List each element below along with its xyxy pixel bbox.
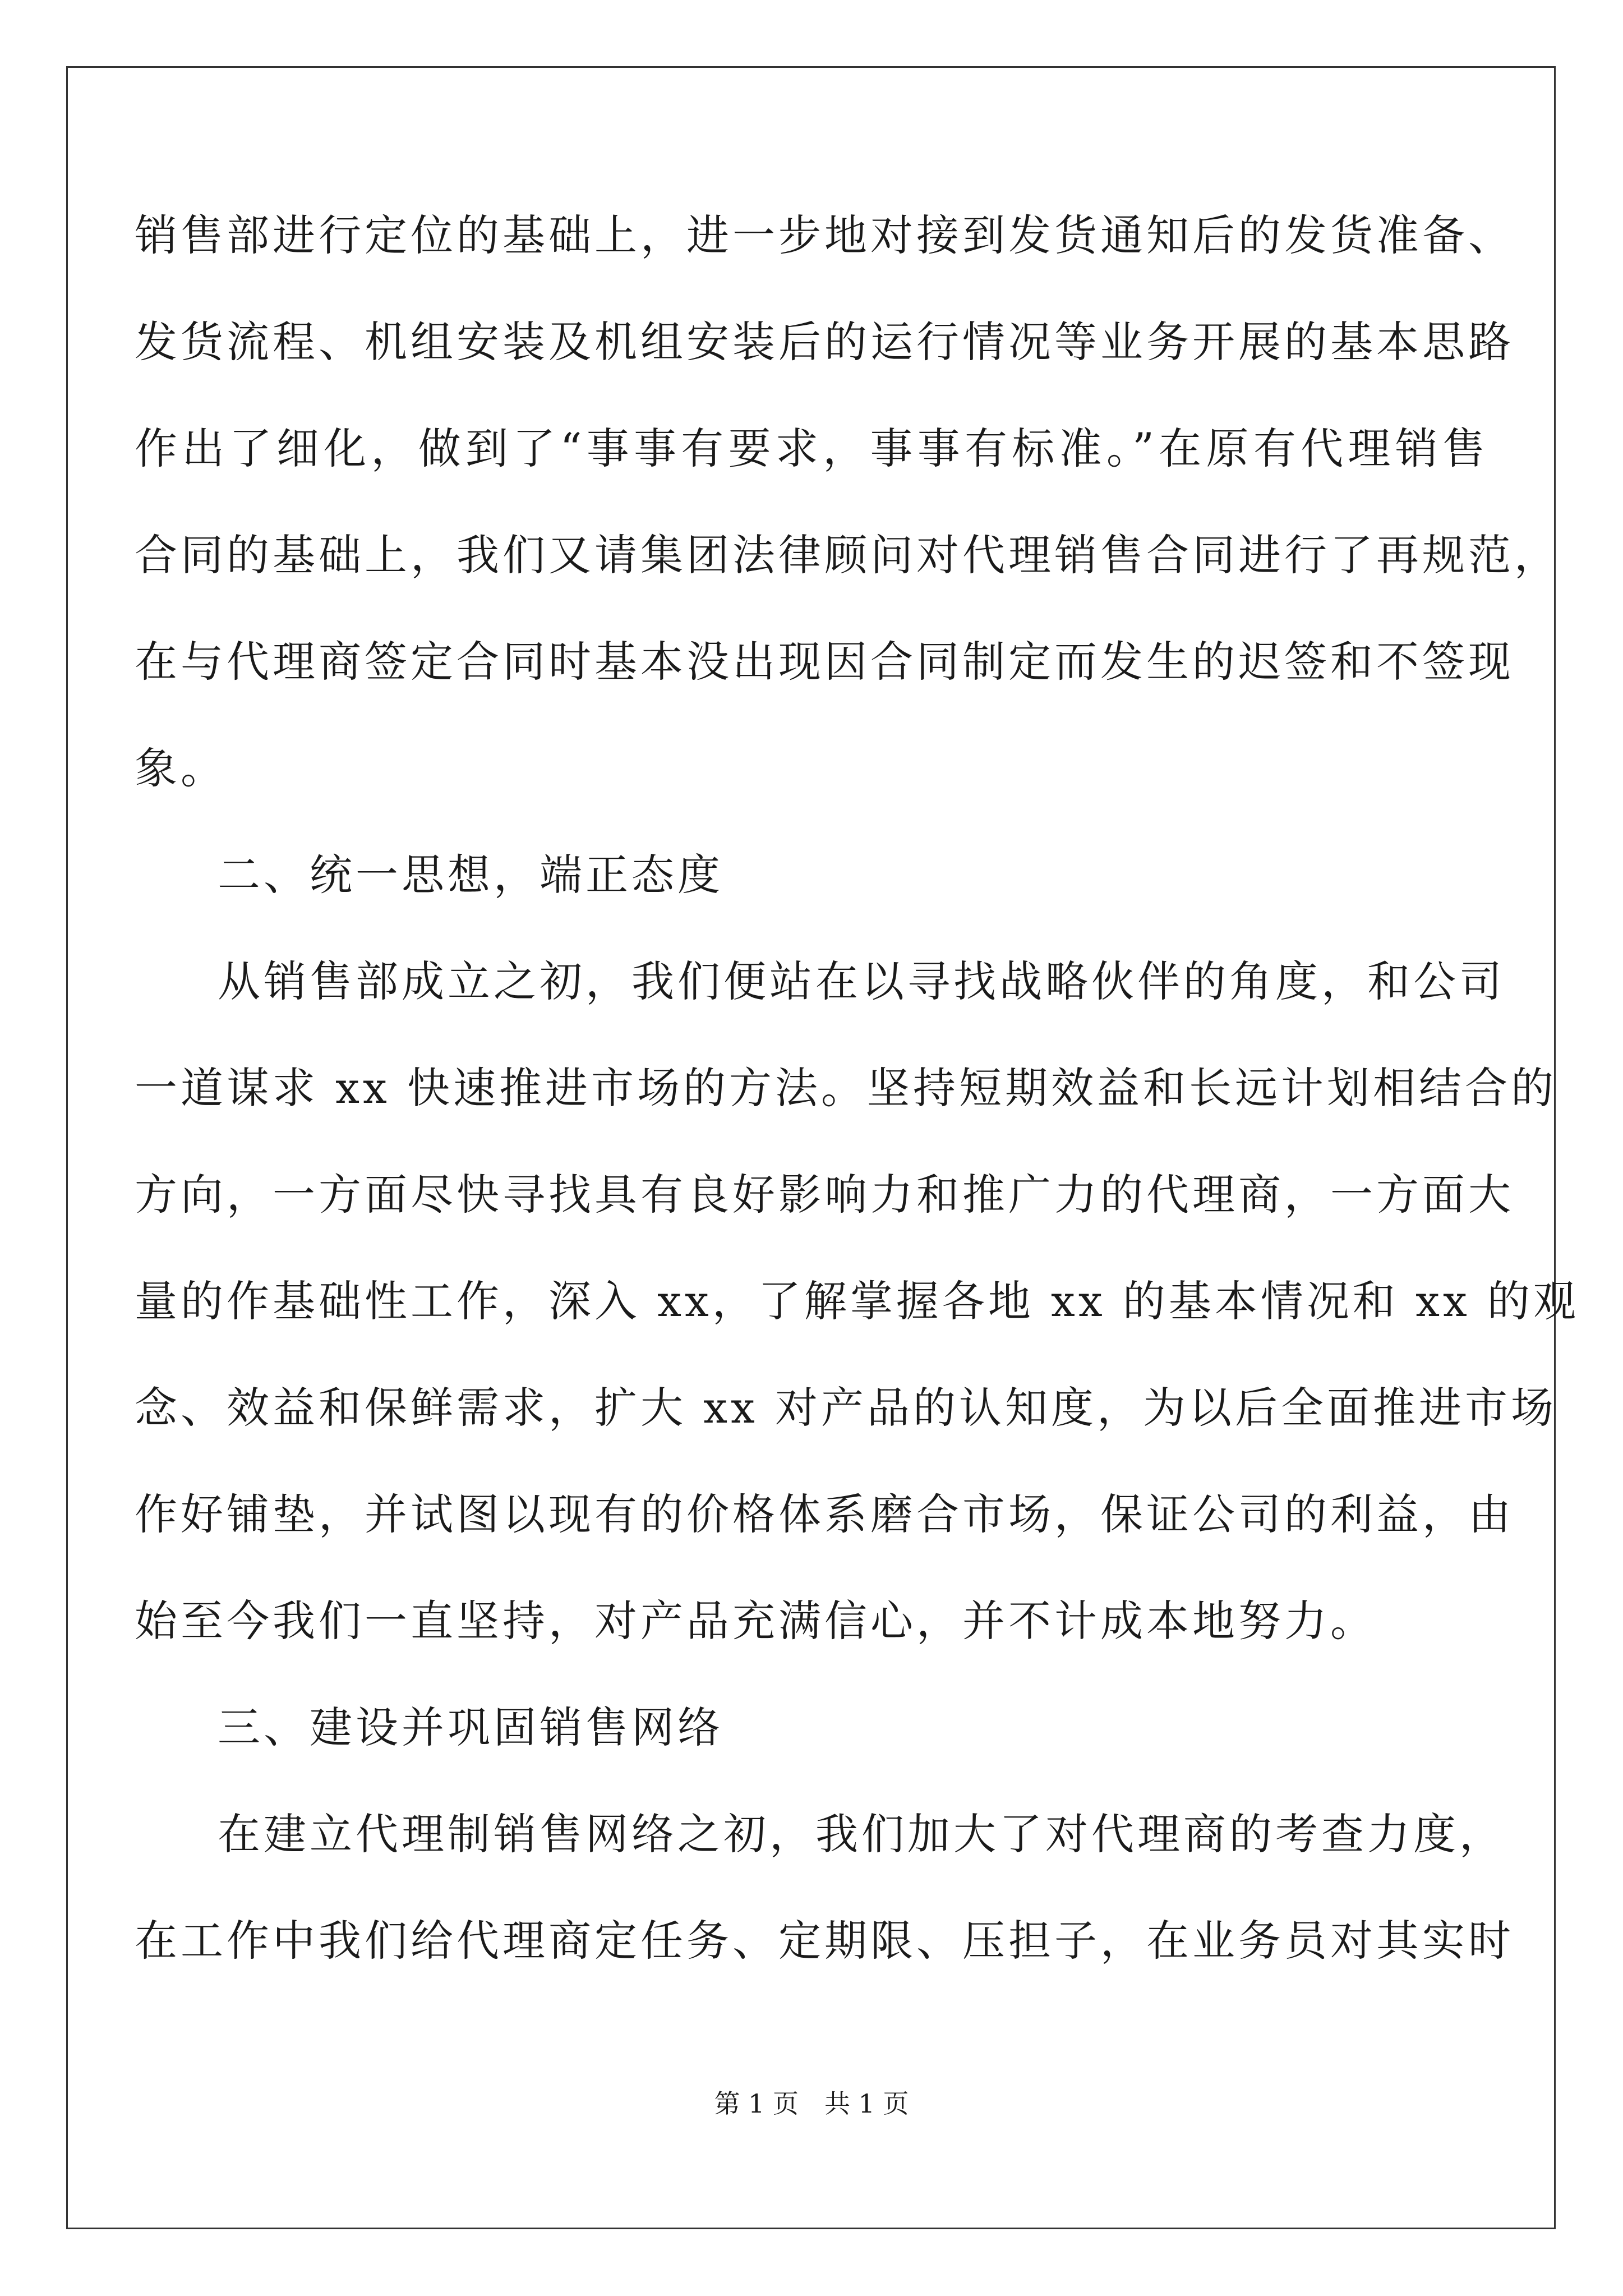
paragraph-line: 在建立代理制销售网络之初，我们加大了对代理商的考查力度， <box>218 1809 1505 1859</box>
paragraph-line: 象。 <box>135 743 227 793</box>
section-heading: 二、统一思想，端正态度 <box>218 850 723 900</box>
paragraph-line: 念、效益和保鲜需求，扩大 xx 对产品的认知度，为以后全面推进市场 <box>135 1383 1557 1433</box>
page-frame <box>66 66 1579 2229</box>
paragraph-line: 销售部进行定位的基础上，进一步地对接到发货通知后的发货准备、 <box>135 210 1514 260</box>
paragraph-line: 合同的基础上，我们又请集团法律顾问对代理销售合同进行了再规范， <box>135 530 1560 580</box>
paragraph-line: 作出了细化，做到了“事事有要求，事事有标准。”在原有代理销售 <box>135 424 1488 473</box>
paragraph-line: 作好铺垫，并试图以现有的价格体系磨合市场，保证公司的利益，由 <box>135 1489 1514 1539</box>
paragraph-line: 始至今我们一直坚持，对产品充满信心，并不计成本地努力。 <box>135 1596 1376 1646</box>
paragraph-line: 在工作中我们给代理商定任务、定期限、压担子，在业务员对其实时 <box>135 1916 1514 1966</box>
paragraph-line: 发货流程、机组安装及机组安装后的运行情况等业务开展的基本思路 <box>135 317 1514 367</box>
section-heading: 三、建设并巩固销售网络 <box>218 1703 723 1752</box>
paragraph-line: 方向，一方面尽快寻找具有良好影响力和推广力的代理商，一方面大 <box>135 1170 1514 1220</box>
paragraph-line: 量的作基础性工作，深入 xx，了解掌握各地 xx 的基本情况和 xx 的观 <box>135 1276 1579 1326</box>
paragraph-line: 从销售部成立之初，我们便站在以寻找战略伙伴的角度，和公司 <box>218 956 1505 1006</box>
paragraph-line: 一道谋求 xx 快速推进市场的方法。坚持短期效益和长远计划相结合的 <box>135 1063 1557 1113</box>
page-number-footer: 第 1 页 共 1 页 <box>714 2088 909 2119</box>
paragraph-line: 在与代理商签定合同时基本没出现因合同制定而发生的迟签和不签现 <box>135 637 1514 687</box>
